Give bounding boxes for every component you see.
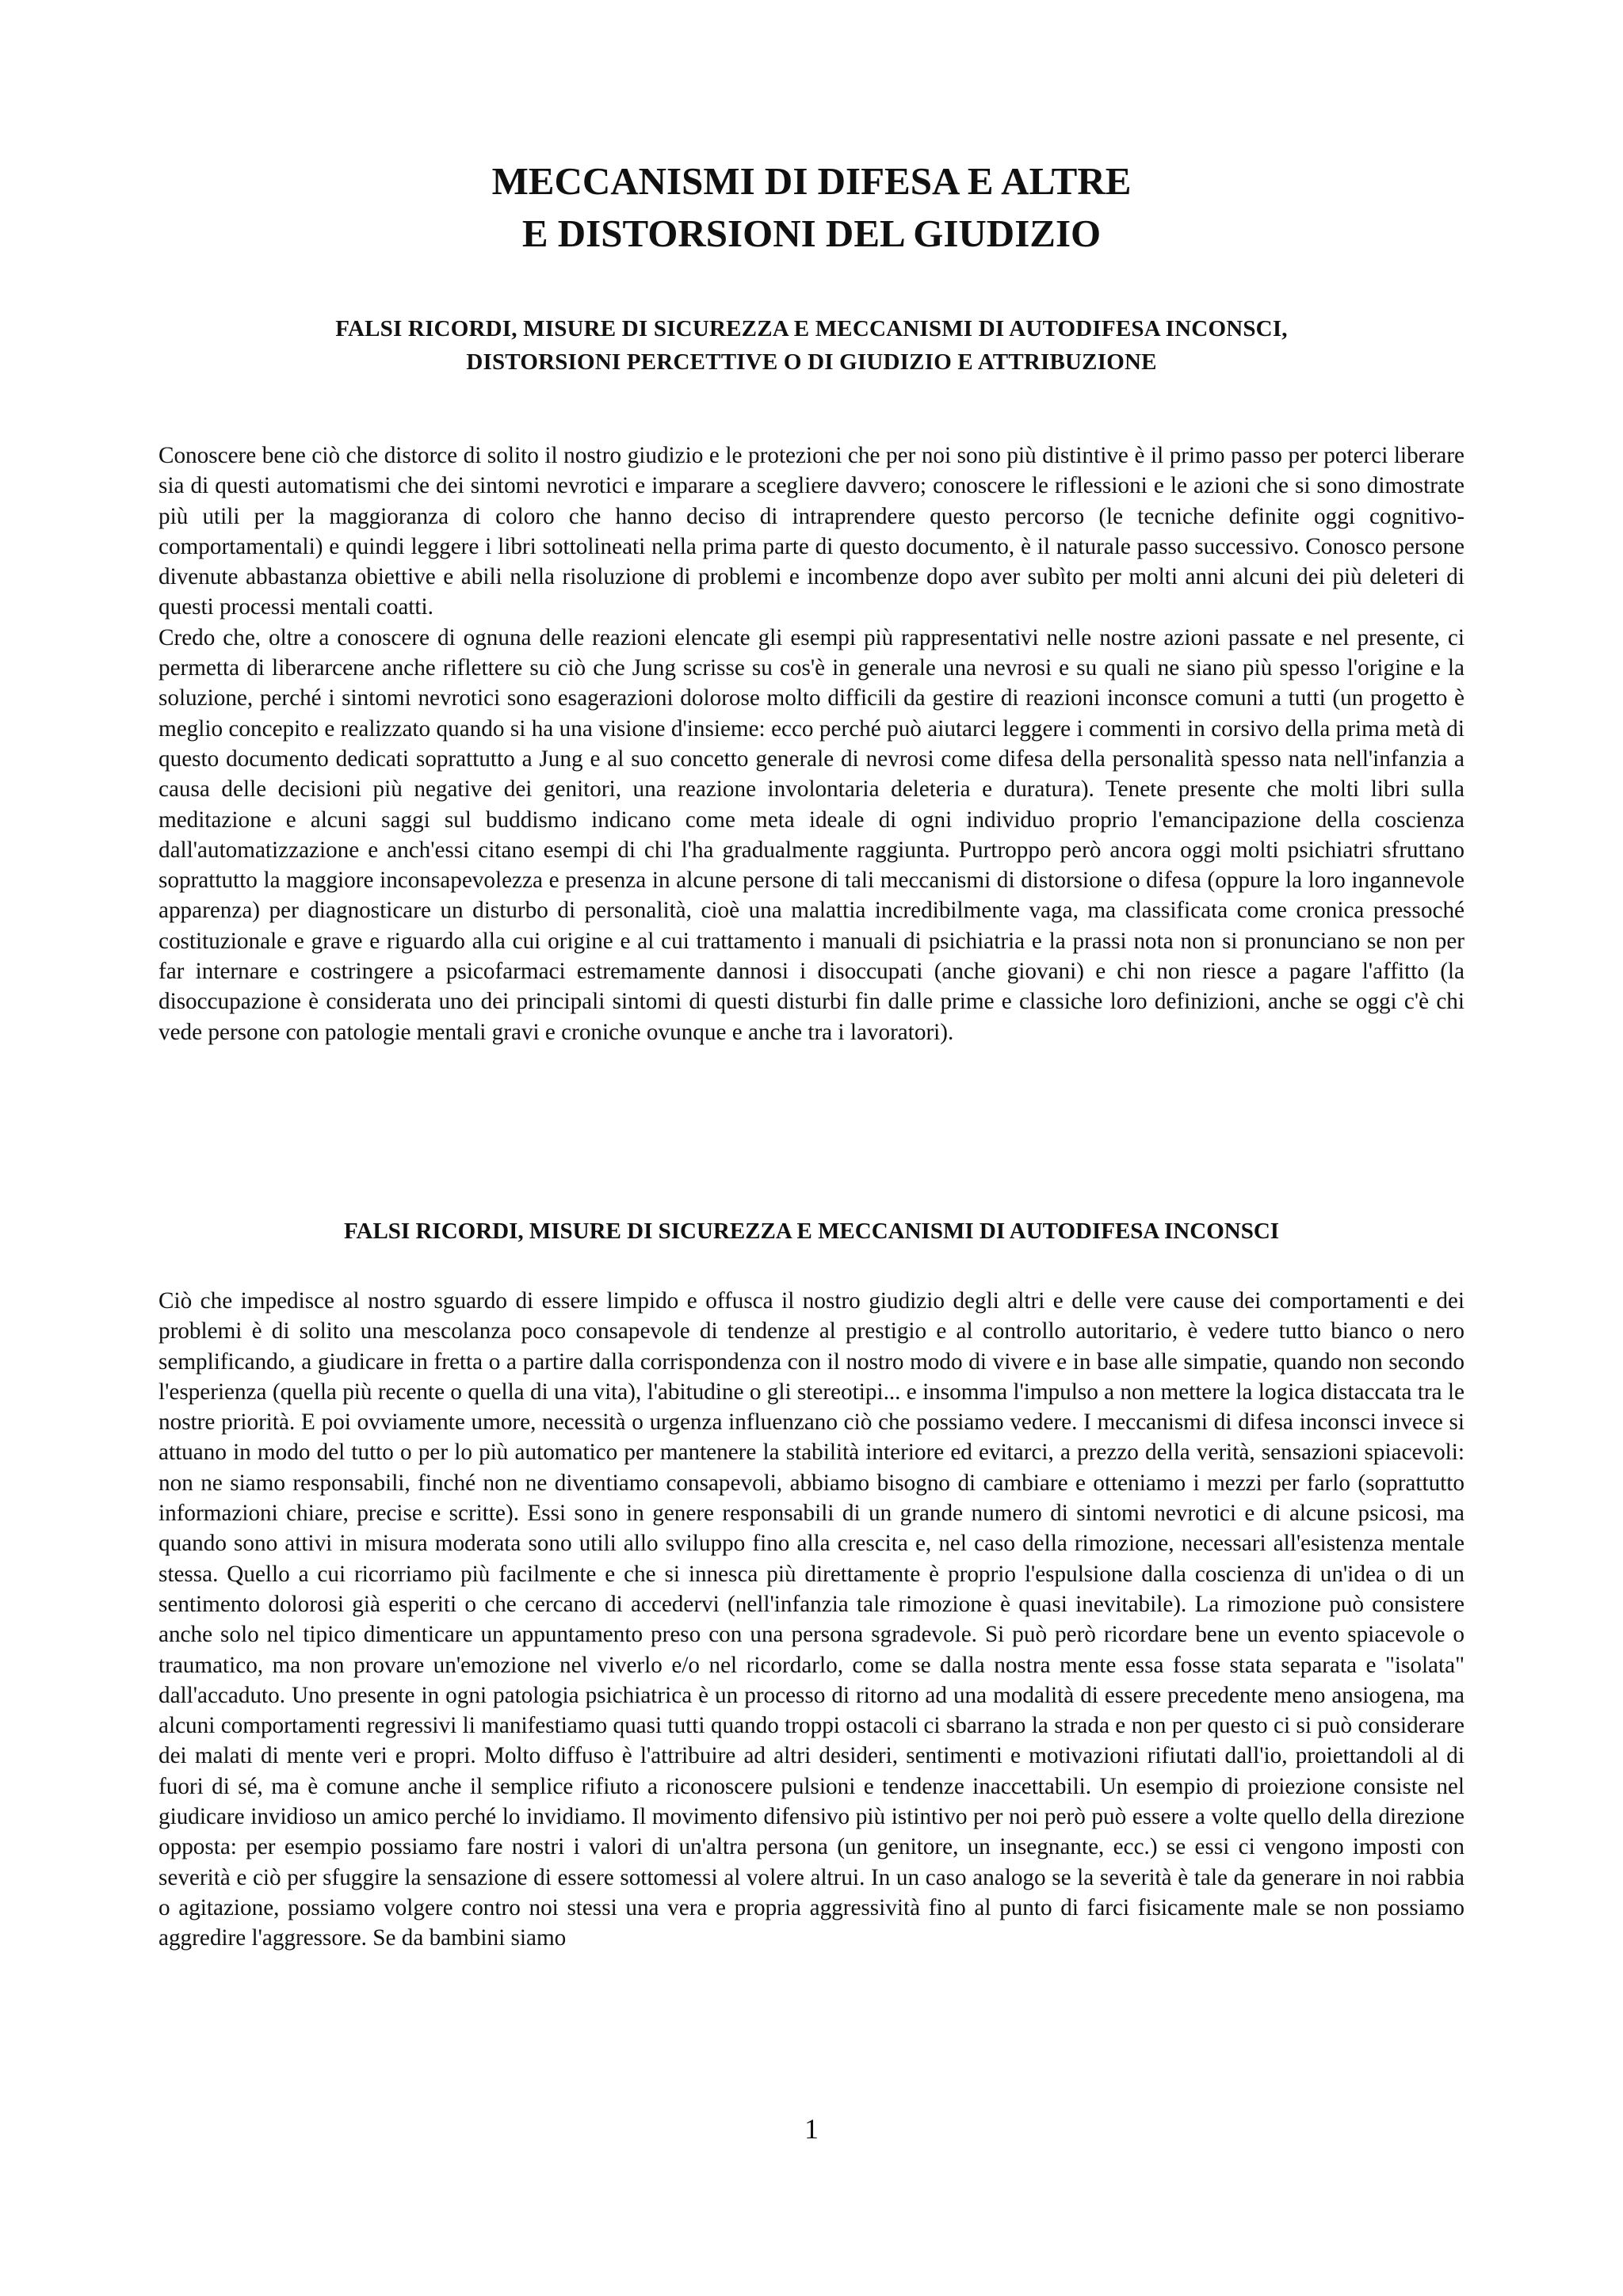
section-paragraph: Ciò che impedisce al nostro sguardo di essere limpido e offusca il nostro giudizio degli altri e delle vere cause dei comportamenti e dei problemi è di solito una mescolanza poco consapevole di tendenze al prestigio e al controllo autoritario, è vedere tutto bianco o nero semplificando, a giudicare in fretta o a partire dalla corrispondenza con il nostro modo di vivere e in base alle simpatie, quando non secondo l'esperienza (quella più recente o quella di una vita), l'abitudine o gli stereotipi... e insomma l'impulso a non mettere la logica distaccata tra le nostre priorità. E poi ovviamente umore, necessità o urgenza influenzano ciò che possiamo vedere. I meccanismi di difesa inconsci invece si attuano in modo del tutto o per lo più automatico per mantenere la stabilità interiore ed evitarci, a prezzo della verità, sensazioni spiacevoli: non ne siamo responsabili, finché non ne diventiamo consapevoli, abbiamo bisogno di cambiare e otteniamo i mezzi per farlo (soprattutto informazioni chiare, precise e scritte). Essi sono in genere responsabili di un grande numero di sintomi nevrotici e di alcune psicosi, ma quando sono attivi in misura moderata sono utili allo sviluppo fino alla crescita e, nel caso della rimozione, necessari all'esistenza mentale stessa. Quello a cui ricorriamo più facilmente e che si innesca più direttamente è proprio l'espulsione dalla coscienza di un'idea o di un sentimento dolorosi già esperiti o che cercano di accedervi (nell'infanzia tale rimozione è quasi inevitabile). La rimozione può consistere anche solo nel tipico dimenticare un appuntamento preso con una persona sgradevole. Si può però ricordare bene un evento spiacevole o traumatico, ma non provare un'emozione nel viverlo e/o nel ricordarlo, come se dalla nostra mente essa fosse stata separata e "isolata" dall'accaduto. Uno presente in ogni patologia psichiatrica è un processo di ritorno ad una modalità di essere precedente meno ansiogena, ma alcuni comportamenti regressivi li manifestiamo quasi tutti quando troppi ostacoli ci sbarrano la strada e non per questo ci si può considerare dei malati di mente veri e propri. Molto diffuso è l'attribuire ad altri desideri, sentimenti e motivazioni rifiutati dall'io, proiettandoli al di fuori di sé, ma è comune anche il semplice rifiuto a riconoscere pulsioni e tendenze inaccettabili. Un esempio di proiezione consiste nel giudicare invidioso un amico perché lo invidiamo. Il movimento difensivo più istintivo per noi però può essere a volte quello della direzione opposta: per esempio possiamo fare nostri i valori di un'altra persona (un genitore, un insegnante, ecc.) se essi ci vengono imposti con severità e ciò per sfuggire la sensazione di essere sottomessi al volere altrui. In un caso analogo se la severità è tale da generare in noi rabbia o agitazione, possiamo volgere contro noi stessi una vera e propria aggressività fino al punto di farci fisicamente male se non possiamo aggredire l'aggressore. Se da bambini siamo — [158, 1288, 1465, 1951]
intro-paragraph: Credo che, oltre a conoscere di ognuna delle reazioni elencate gli esempi più rappresentativi nelle nostre azioni passate e nel presente, ci permetta di liberarcene anche riflettere su ciò che Jung scrisse su cos'è in generale una nevrosi e su quali ne siano più spesso l'origine e la soluzione, perché i sintomi nevrotici sono esagerazioni dolorose molto difficili da gestire di reazioni inconsce comuni a tutti (un progetto è meglio concepito e realizzato quando si ha una visione d'insieme: ecco perché può aiutarci leggere i commenti in corsivo della prima metà di questo documento dedicati soprattutto a Jung e al suo concetto generale di nevrosi come difesa della personalità spesso nata nell'infanzia a causa delle decisioni più negative dei genitori, una reazione involontaria deleteria e duratura). Tenete presente che molti libri sulla meditazione e alcuni saggi sul buddismo indicano come meta ideale di ogni individuo proprio l'emancipazione della coscienza dall'automatizzazione e anch'essi citano esempi di chi l'ha gradualmente raggiunta. Purtroppo però ancora oggi molti psichiatri sfruttano soprattutto la maggiore inconsapevolezza e presenza in alcune persone di tali meccanismi di distorsione o difesa (oppure la loro ingannevole apparenza) per diagnosticare un disturbo di personalità, cioè una malattia incredibilmente vaga, ma classificata come cronica pressoché costituzionale e grave e riguardo alla cui origine e al cui trattamento i manuali di psichiatria e la prassi nota non si pronunciano se non per far internare e costringere a psicofarmaci estremamente dannosi i disoccupati (anche giovani) e chi non riesce a pagare l'affitto (la disoccupazione è considerata uno dei principali sintomi di questi disturbi fin dalle prime e classiche loro definizioni, anche se oggi c'è chi vede persone con patologie mentali gravi e croniche ovunque e anche tra i lavoratori). — [158, 624, 1465, 1045]
title-line: E DISTORSIONI DEL GIUDIZIO — [521, 212, 1102, 255]
document-subtitle — [158, 312, 1465, 379]
intro-section — [158, 441, 1465, 1047]
document-title — [158, 155, 1465, 260]
intro-paragraph: Conoscere bene ciò che distorce di solito il nostro giudizio e le protezioni che per noi sono più distintive è il primo passo per poterci liberare sia di questi automatismi che dei sintomi nevrotici e imparare a scegliere davvero; conoscere le riflessioni e le azioni che si sono dimostrate più utili per la maggioranza di coloro che hanno deciso di intraprendere questo percorso (le tecniche definite oggi cognitivo-comportamentali) e quindi leggere i libri sottolineati nella prima parte di questo documento, è il naturale passo successivo. Conosco persone divenute abbastanza obiettive e abili nella risoluzione di problemi e incombenze dopo aver subìto per molti anni alcuni dei più deleteri di questi processi mentali coatti. — [158, 443, 1465, 620]
subtitle-line: DISTORSIONI PERCETTIVE O DI GIUDIZIO E ATTRIBUZIONE — [466, 349, 1157, 375]
page-number: 1 — [804, 2113, 819, 2145]
section-heading: FALSI RICORDI, MISURE DI SICUREZZA E MECCANISMI DI AUTODIFESA INCONSCI — [343, 1219, 1280, 1244]
subtitle-line: FALSI RICORDI, MISURE DI SICUREZZA E MECCANISMI DI AUTODIFESA INCONSCI, — [335, 316, 1288, 341]
section-body — [158, 1286, 1465, 1954]
title-line: MECCANISMI DI DIFESA E ALTRE — [491, 159, 1132, 203]
